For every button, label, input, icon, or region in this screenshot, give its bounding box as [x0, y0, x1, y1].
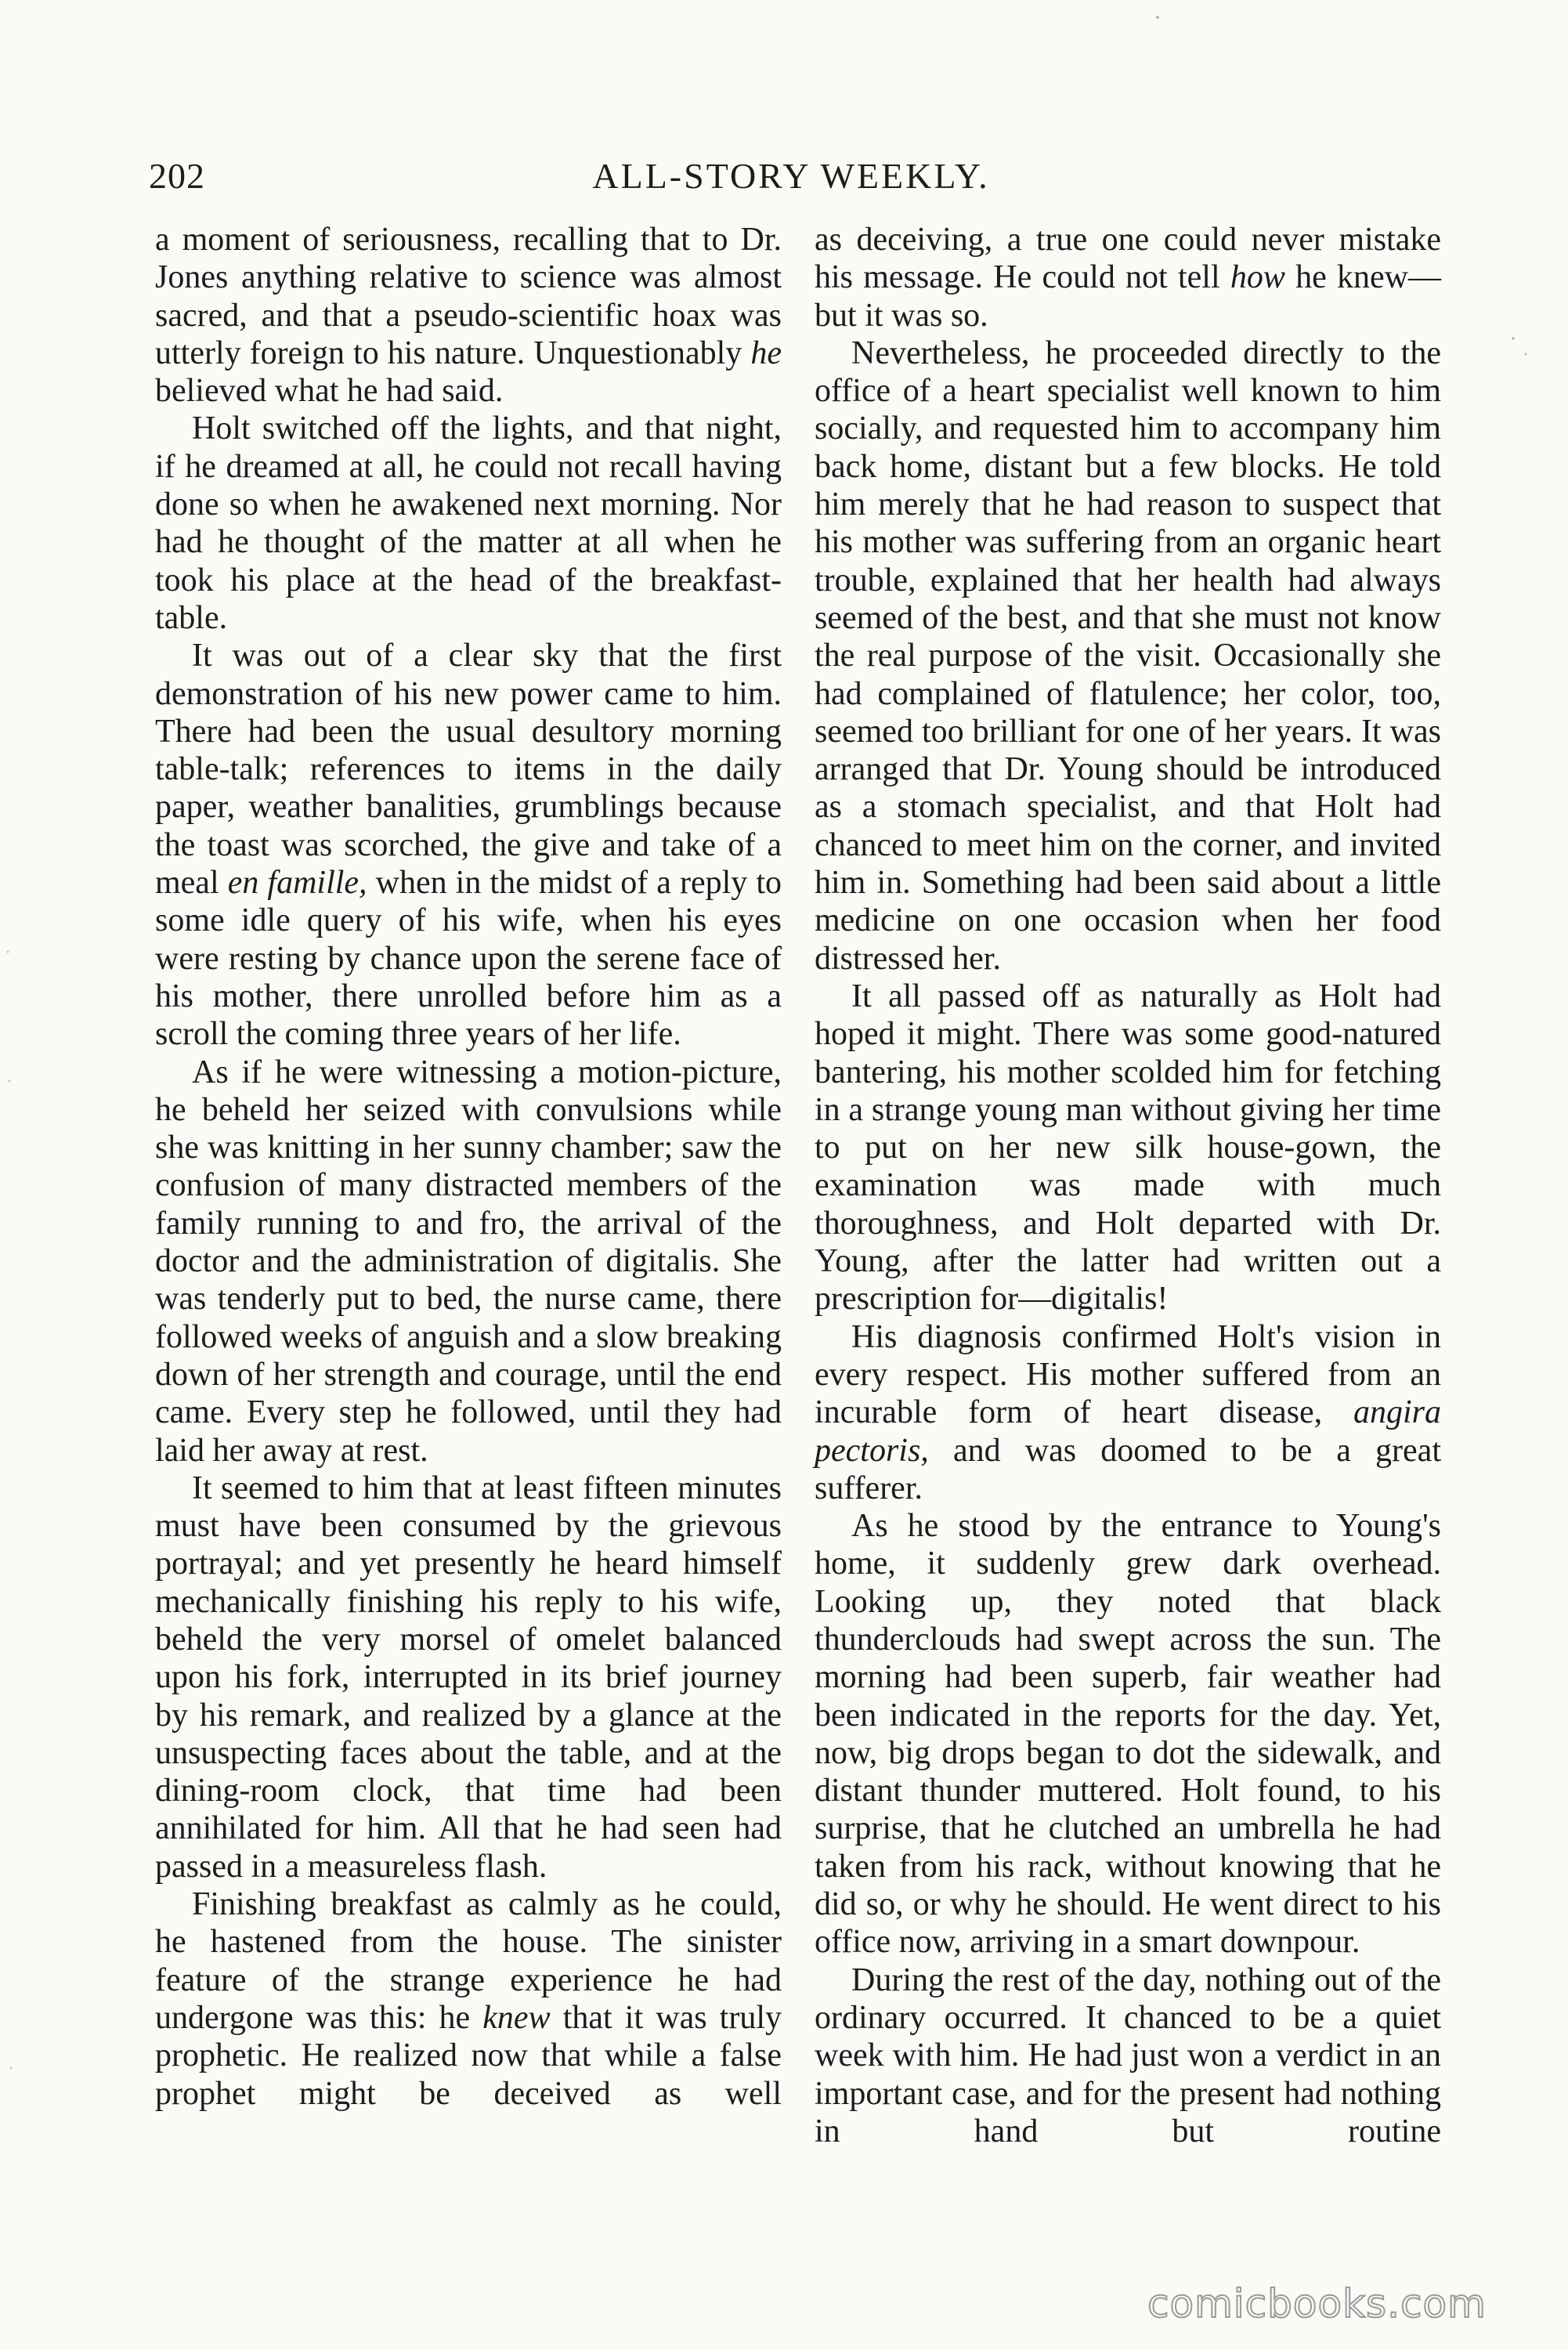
speck	[1512, 337, 1515, 340]
speck	[1156, 16, 1159, 19]
italic-text: how	[1230, 259, 1285, 296]
speck	[10, 2067, 13, 2070]
text-run: Nevertheless, he proceeded directly to the office of a heart specialist well known to him socially, and requested him to accompany him back home, distant but a few blocks. He told him merely that he had reason to suspect that his mother was suffering from an organic heart trouble, explained that her health had always seemed of the best, and that she must not know the real purpose of the visit. Occasionally she had complained of flatulence; her color, too, seemed too brilliant for one of her years. It was arranged that Dr. Young should be introduced as a stomach specialist, and that Holt had chanced to meet him on the corner, and invited him in. Something had been said about a little medicine on one occasion when her food distressed her.	[815, 334, 1441, 977]
text-run: During the rest of the day, nothing out of the ordinary occurred. It chanced to be a quiet week with him. He had just won a verdict in an important case, and for the present had nothing in hand but routine	[815, 1961, 1441, 2149]
text-run: and was doomed to be a great sufferer.	[815, 1432, 1441, 1506]
text-run: It all passed off as naturally as Holt had hoped it might. There was some good-natured bantering, his mother scolded him for fetching in a strange young man without giving her time to put on her new silk house-gown, the examination was made with much thoroughness, and Holt departed with Dr. Young, after the latter had written out a prescription for—digitalis!	[815, 978, 1441, 1318]
text-run: he knew—but it was so.	[815, 259, 1441, 334]
page-number: 202	[149, 156, 205, 196]
italic-text: angira pectoris,	[815, 1394, 1441, 1469]
text-run: a moment of seriousness, recalling that to Dr. Jones anything relative to science was almost sacred, and that a pseudo-scientific hoax was utterly foreign to his nature. Unquestionably	[155, 222, 782, 371]
italic-text: knew	[482, 1999, 551, 2036]
text-run: Finishing breakfast as calmly as he could, he hastened from the house. The sinister feature of the strange experience he had undergone was this: he	[155, 1886, 782, 2036]
text-run: His diagnosis confirmed Holt's vision in every respect. His mother suffered from an incurable form of heart disease,	[815, 1318, 1441, 1431]
italic-text: en famille,	[227, 865, 367, 902]
speck	[9, 1080, 11, 1083]
text-run: As he stood by the entrance to Young's home, it suddenly grew dark overhead. Looking up, they noted that black thunderclouds had swept across the sun. The morning had been superb, fair weather had been indicated in the reports for the day. Yet, now, big drops began to dot the sidewalk, and distant thunder muttered. Holt found, to his surprise, that he clutched an umbrella he had taken from his rack, without knowing that he did so, or why he should. He went direct to his office now, arriving in a smart downpour.	[815, 1508, 1441, 1961]
text-run: as deceiving, a true one could never mistake his message. He could not tell	[815, 222, 1441, 296]
text-run: It was out of a clear sky that the first demonstration of his new power came to him. There had been the usual desultory morning table-talk; references to items in the daily paper, weather banalities, grumblings because the toast was scorched, the give and take of a meal	[155, 638, 782, 902]
italic-text: he	[750, 334, 782, 371]
text-run: As if he were witnessing a motion-picture, he beheld her seized with convulsions while she was knitting in her sunny chamber; saw the confusion of many distracted members of the family running to and fro, the arrival of the doctor and the administration of digitalis. She was tenderly put to bed, the nurse came, there followed weeks of anguish and a slow breaking down of her strength and courage, until the end came. Every step he followed, until they had laid her away at rest.	[155, 1054, 782, 1469]
text-run: that it was truly prophetic. He realized now that while a false prophet might be deceived as well	[155, 1999, 782, 2112]
text-run: Holt switched off the lights, and that night, if he dreamed at all, he could not recall having done so when he awakened next morning. Nor had he thought of the matter at all when he took his place at the head of the breakfast-table.	[155, 410, 782, 636]
speck	[1525, 353, 1527, 356]
watermark: comicbooks.com	[1147, 2281, 1487, 2326]
running-title: ALL-STORY WEEKLY.	[592, 156, 990, 196]
text-run: It seemed to him that at least fifteen minutes must have been consumed by the grievous portrayal; and yet presently he heard himself mechanically finishing his reply to his wife, beheld the very morsel of omelet balanced upon his fork, interrupted in its brief journey by his remark, and realized by a glance at the unsuspecting faces about the table, and at the dining-room clock, that time had been annihilated for him. All that he had seen had passed in a measureless flash.	[155, 1470, 782, 1885]
text-run: when in the midst of a reply to some idle query of his wife, when his eyes were resting by chance upon the serene face of his mother, there unrolled before him as a scroll the coming three years of her life.	[155, 865, 782, 1053]
text-run: believed what he had said.	[155, 373, 504, 410]
speck	[7, 951, 9, 953]
